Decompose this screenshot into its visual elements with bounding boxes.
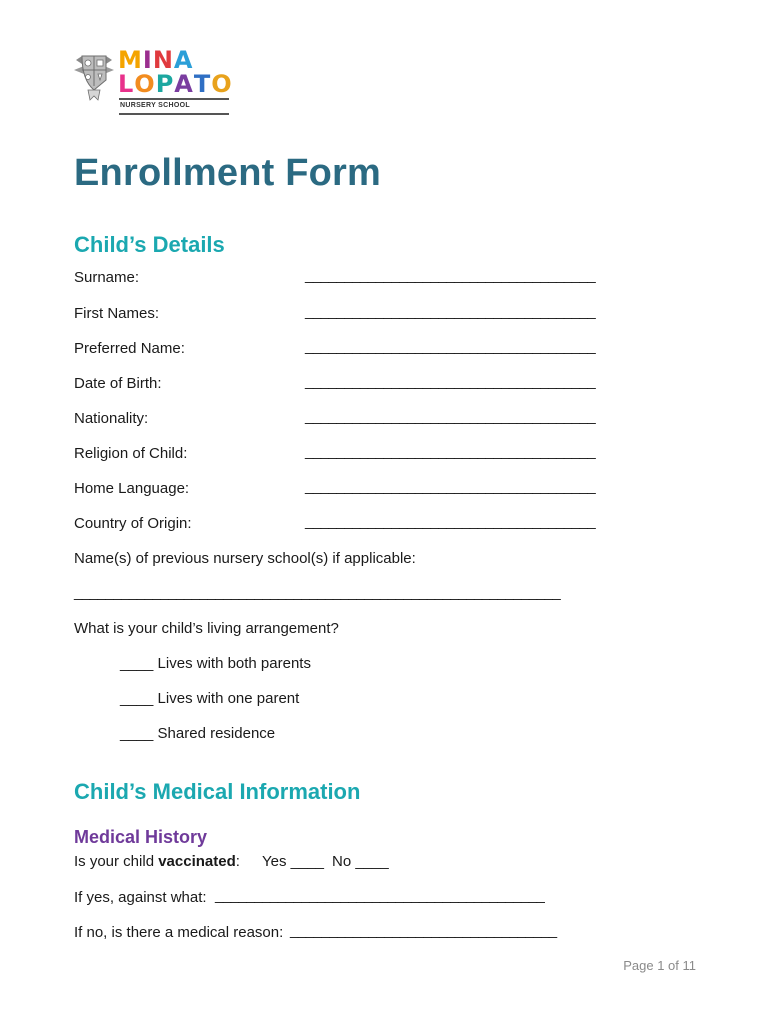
logo-letter: L	[118, 70, 135, 98]
field-label-first-names: First Names:	[74, 305, 160, 322]
field-line-home-language[interactable]: _____________________________________	[305, 478, 596, 495]
logo-letter: O	[211, 70, 233, 98]
field-line-date-of-birth[interactable]: _____________________________________	[305, 373, 596, 390]
field-label-preferred-name: Preferred Name:	[74, 340, 185, 357]
field-line-religion[interactable]: _____________________________________	[305, 443, 596, 460]
field-line-nationality[interactable]: _____________________________________	[305, 408, 596, 425]
living-option-label: Lives with both parents	[157, 655, 311, 672]
if-no-label: If no, is there a medical reason:	[74, 924, 284, 941]
logo-rule-bottom	[119, 113, 229, 115]
logo-word-mina	[118, 48, 194, 72]
logo-letter: A	[173, 46, 194, 74]
vaccinated-question	[74, 853, 240, 870]
logo-subtitle: NURSERY SCHOOL	[120, 102, 190, 109]
medical-heading: Child’s Medical Information	[74, 779, 361, 804]
previous-nursery-label: Name(s) of previous nursery school(s) if applicable:	[74, 550, 416, 567]
living-option-one-parent[interactable]	[120, 690, 299, 707]
if-no-line[interactable]: __________________________________	[290, 922, 557, 939]
logo-letter: P	[155, 70, 175, 98]
logo-letter: I	[142, 46, 153, 74]
living-option-blank[interactable]: ____	[120, 655, 154, 672]
field-line-surname[interactable]: _____________________________________	[305, 267, 596, 284]
childs-details-heading: Child’s Details	[74, 232, 225, 257]
page-title: Enrollment Form	[74, 152, 382, 194]
vaccinated-suffix: :	[235, 853, 240, 870]
field-label-surname: Surname:	[74, 269, 140, 286]
logo-letter: O	[134, 70, 156, 98]
if-yes-line[interactable]: __________________________________________	[215, 887, 545, 904]
crest-icon	[72, 50, 116, 102]
living-option-both-parents[interactable]	[120, 655, 311, 672]
living-arrangement-question: What is your child’s living arrangement?	[74, 620, 339, 637]
living-option-blank[interactable]: ____	[120, 725, 154, 742]
vaccinated-no[interactable]: No ____	[332, 853, 389, 870]
previous-nursery-line[interactable]: ______________________________________________________________	[74, 584, 561, 601]
field-label-nationality: Nationality:	[74, 410, 149, 427]
field-label-country-of-origin: Country of Origin:	[74, 515, 192, 532]
medical-history-subheading: Medical History	[74, 827, 208, 847]
field-label-home-language: Home Language:	[74, 480, 190, 497]
vaccinated-bold: vaccinated	[158, 853, 236, 870]
if-yes-label: If yes, against what:	[74, 889, 207, 906]
field-label-religion: Religion of Child:	[74, 445, 188, 462]
logo-letter: N	[152, 46, 174, 74]
vaccinated-prefix: Is your child	[74, 853, 159, 870]
field-line-preferred-name[interactable]: _____________________________________	[305, 338, 596, 355]
logo-word-lopato	[118, 72, 233, 96]
page-number: Page 1 of 11	[623, 958, 696, 973]
logo-letter: A	[174, 70, 194, 98]
logo-letter: T	[193, 70, 212, 98]
school-logo	[72, 46, 242, 118]
logo-rule-top	[119, 98, 229, 100]
living-option-blank[interactable]: ____	[120, 690, 154, 707]
living-option-shared-residence[interactable]	[120, 725, 275, 742]
living-option-label: Shared residence	[157, 725, 276, 742]
vaccinated-yes[interactable]: Yes ____	[262, 853, 325, 870]
logo-letter: M	[118, 46, 143, 74]
field-line-first-names[interactable]: _____________________________________	[305, 303, 596, 320]
living-option-label: Lives with one parent	[157, 690, 300, 707]
field-line-country-of-origin[interactable]: _____________________________________	[305, 513, 596, 530]
field-label-date-of-birth: Date of Birth:	[74, 375, 162, 392]
